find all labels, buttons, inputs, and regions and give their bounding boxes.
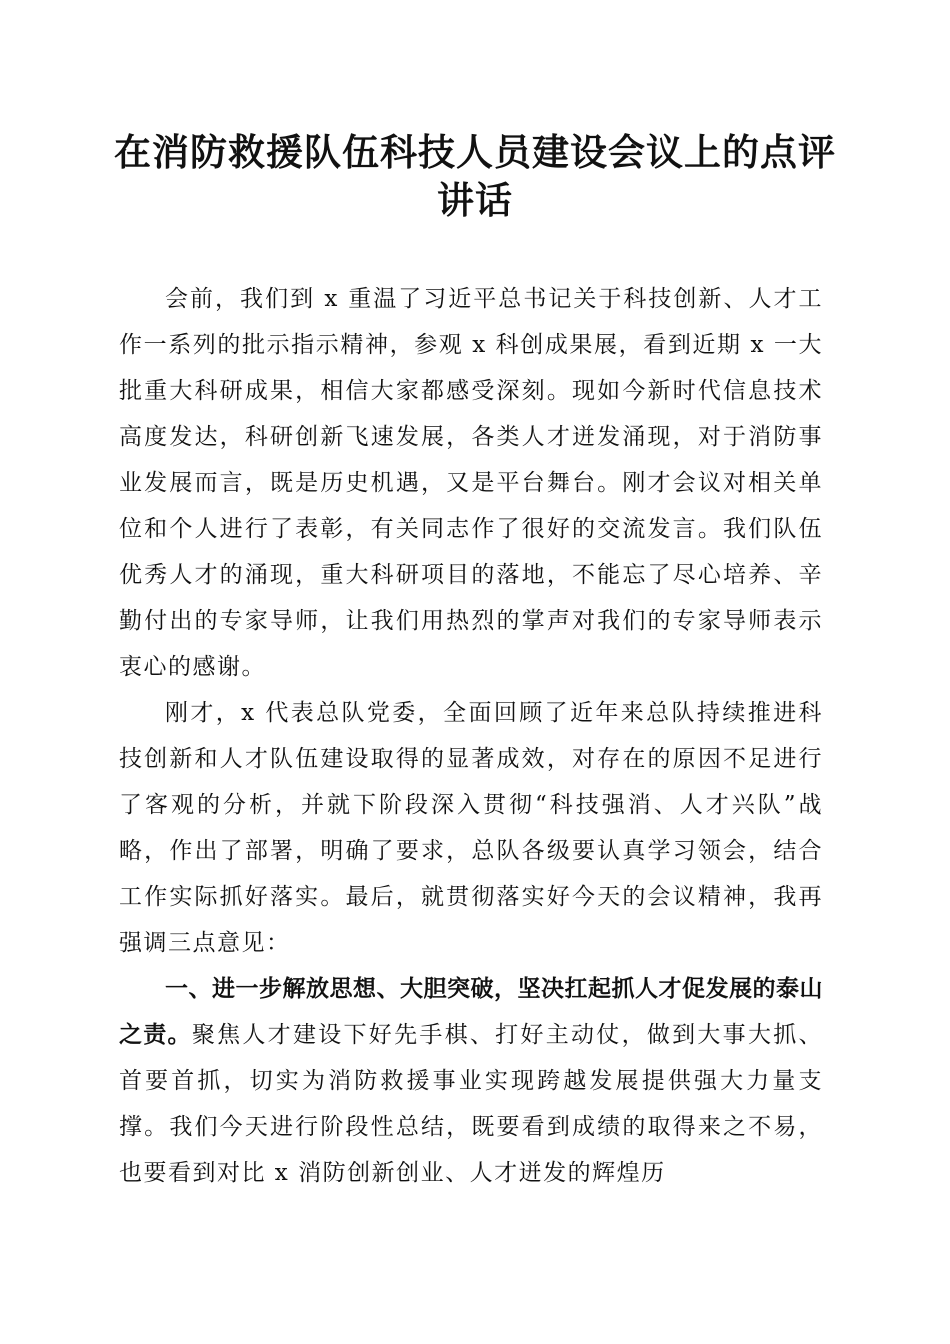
- section-one-heading: 一、进一步解放思想、大胆突破，坚决扛起抓人才促发展的泰山之责。: [119, 976, 823, 1048]
- paragraph-intro: 会前，我们到 x 重温了习近平总书记关于科技创新、人才工作一系列的批示指示精神，参观 x 科创成果展，看到近期 x 一大批重大科研成果，相信大家都感受深刻。现如今新时代信息技术高度发达，科研创新飞速发展，各类人才迸发涌现，对于消防事业发展而言，既是历史机遇，又是平台舞台。刚才会议对相关单位和个人进行了表彰，有关同志作了很好的交流发言。我们队伍优秀人才的涌现，重大科研项目的落地，不能忘了尽心培养、辛勤付出的专家导师，让我们用热烈的掌声对我们的专家导师表示衷心的感谢。: [119, 286, 823, 680]
- document-body: [119, 276, 823, 1196]
- section-one-text: 聚焦人才建设下好先手棋、打好主动仗，做到大事大抓、首要首抓，切实为消防救援事业实现跨越发展提供强大力量支撑。我们今天进行阶段性总结，既要看到成绩的取得来之不易，也要看到对比 x 消防创新创业、人才迸发的辉煌历: [119, 1022, 824, 1186]
- paragraph-summary: 刚才，x 代表总队党委，全面回顾了近年来总队持续推进科技创新和人才队伍建设取得的显著成效，对存在的原因不足进行了客观的分析，并就下阶段深入贯彻“科技强消、人才兴队”战略，作出了部署，明确了要求，总队各级要认真学习领会，结合工作实际抓好落实。最后，就贯彻落实好今天的会议精神，我再强调三点意见：: [119, 700, 823, 956]
- paragraph-section-one: [119, 966, 823, 1196]
- document-title: 在消防救援队伍科技人员建设会议上的点评讲话: [114, 130, 836, 222]
